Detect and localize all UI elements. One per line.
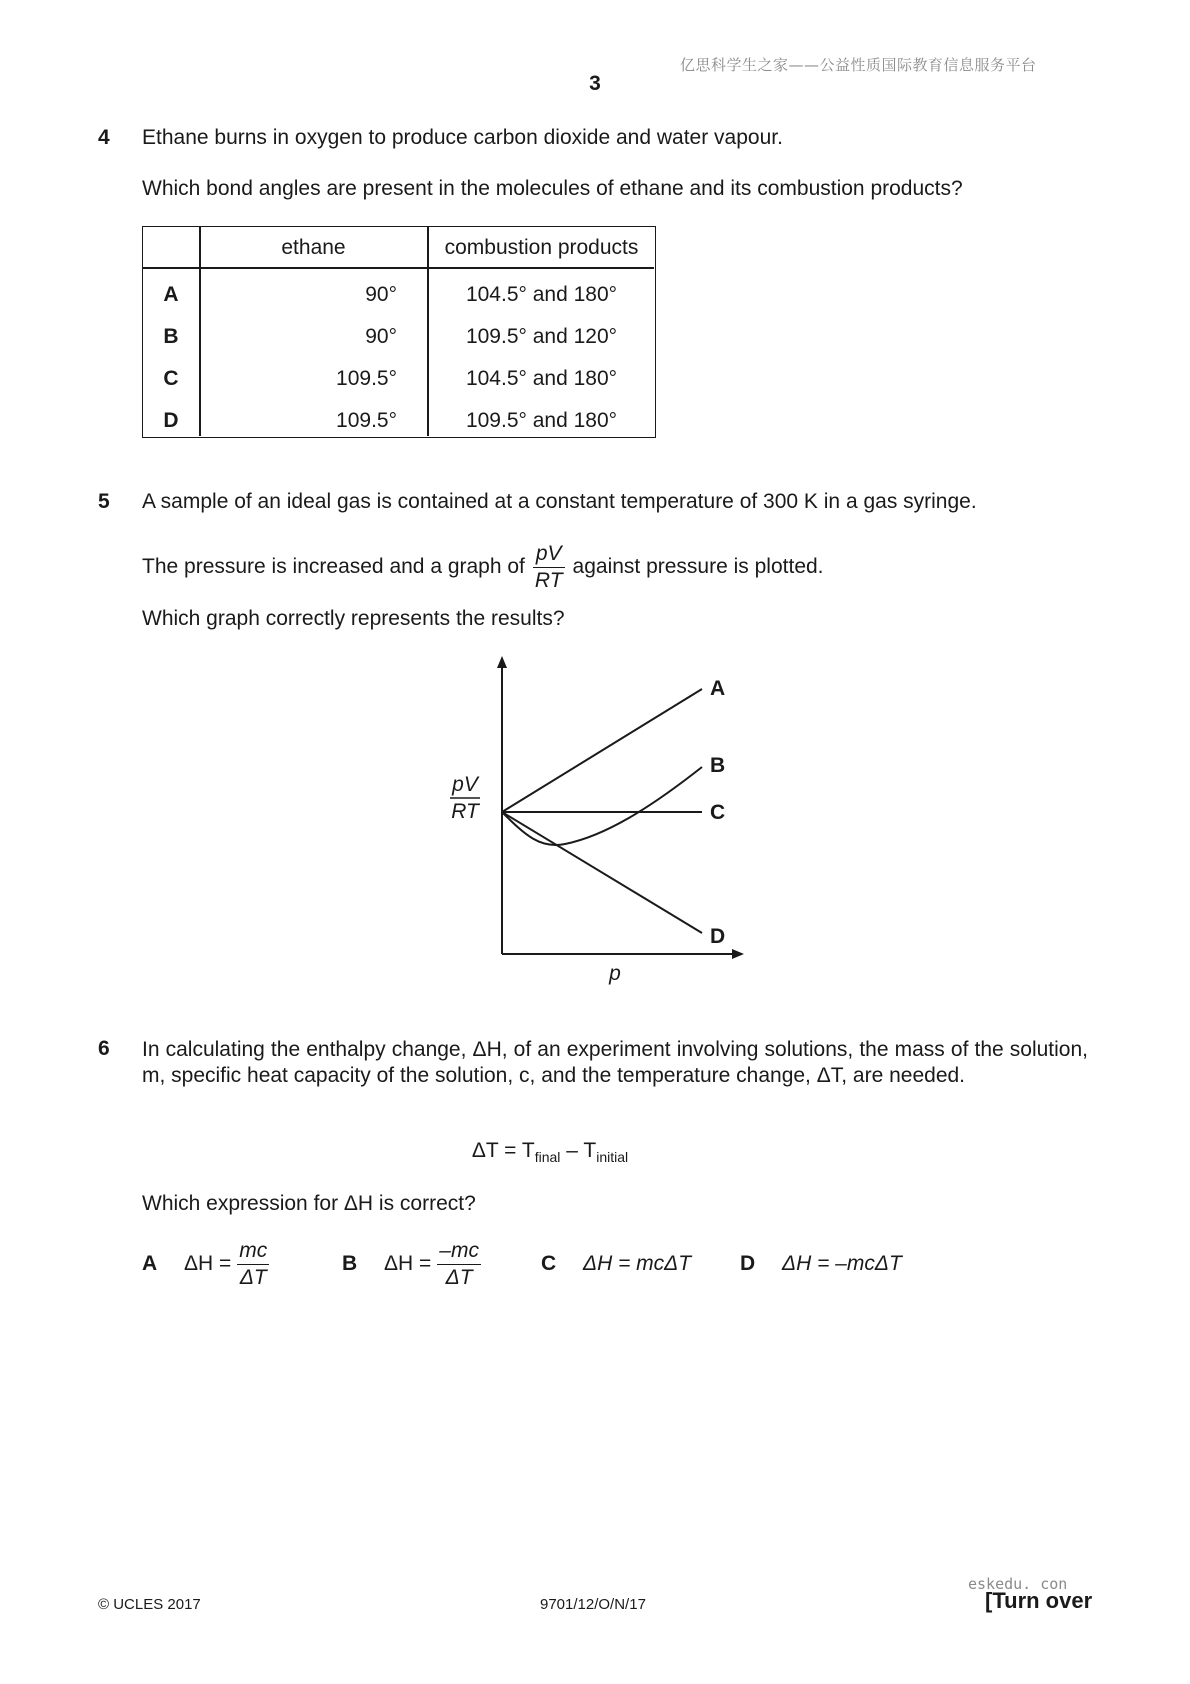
table-cell-ethane: 109.5° [336,367,397,390]
option-b-numerator: –mc [437,1238,481,1265]
table-cell-products: 104.5° and 180° [465,367,618,390]
x-axis-label: p [609,962,621,985]
equation-mid: – T [560,1139,597,1162]
option-d-letter: D [740,1252,756,1275]
copyright: © UCLES 2017 [98,1596,201,1613]
footer-watermark: eskedu. con [968,1575,1068,1593]
turn-over: [Turn over [985,1588,1093,1613]
curve-b [502,767,702,845]
equation-lhs: ΔT = T [471,1139,535,1162]
option-a-fraction [237,1238,269,1291]
option-b-fraction [437,1238,481,1291]
option-a-denominator: ΔT [239,1265,267,1289]
table-row-letter: B [163,325,179,348]
line-b-label: B [710,754,726,777]
fraction-denominator: RT [534,568,563,592]
pv-rt-graph [430,650,760,990]
subscript-initial: initial [596,1149,629,1166]
question-5-number: 5 [98,490,110,513]
table-row-letter: C [163,367,179,390]
option-a-lhs: ΔH = [184,1252,232,1275]
table-cell-ethane: 109.5° [336,409,397,432]
question-5-prompt: Which graph correctly represents the results? [142,607,565,630]
option-a[interactable] [142,1236,269,1292]
table-cell-products: 109.5° and 180° [465,409,618,432]
option-b[interactable] [342,1236,481,1292]
header-watermark: 亿思科学生之家——公益性质国际教育信息服务平台 [680,56,1037,74]
pv-over-rt-fraction [533,541,565,594]
delta-t-equation [0,1139,1100,1165]
q5-text-after: against pressure is plotted. [572,555,824,578]
y-axis-label-denominator: RT [451,800,479,823]
table-cell-ethane: 90° [365,325,397,348]
option-a-letter: A [142,1252,158,1275]
table-cell-products: 109.5° and 120° [465,325,618,348]
line-d-label: D [710,925,726,948]
option-c[interactable] [541,1236,691,1292]
option-a-numerator: mc [237,1238,269,1265]
table-row-letter: D [163,409,179,432]
option-b-lhs: ΔH = [384,1252,432,1275]
subscript-final: final [534,1149,561,1166]
option-c-letter: C [541,1252,557,1275]
line-a-label: A [710,677,726,700]
question-5-text: A sample of an ideal gas is contained at a constant temperature of 300 K in a gas syringe. [142,490,977,513]
option-b-denominator: ΔT [445,1265,473,1289]
question-4-text: Ethane burns in oxygen to produce carbon dioxide and water vapour. [142,126,783,149]
line-d [502,812,702,933]
table-header-ethane: ethane [281,236,346,259]
question-4-number: 4 [98,126,110,149]
question-5-graph-description [142,538,824,596]
table-header-combustion-products: combustion products [444,236,639,259]
question-4-prompt: Which bond angles are present in the molecules of ethane and its combustion products? [142,177,963,200]
table-cell-products: 104.5° and 180° [465,283,618,306]
line-c-label: C [710,801,726,824]
option-d[interactable] [740,1236,902,1292]
fraction-numerator: pV [533,541,565,568]
question-6-prompt: Which expression for ΔH is correct? [142,1192,476,1215]
paper-code: 9701/12/O/N/17 [540,1596,646,1613]
y-axis-label-numerator: pV [452,773,478,796]
page-number: 3 [589,72,601,95]
question-6-number: 6 [98,1037,110,1060]
option-b-letter: B [342,1252,358,1275]
question-6-text: In calculating the enthalpy change, ΔH, of an experiment involving solutions, the mass of the solution, m, specific heat capacity of the solution, c, and the temperature change, ΔT, are needed. [142,1038,1088,1087]
option-d-expression: ΔH = –mcΔT [782,1252,902,1275]
option-c-expression: ΔH = mcΔT [583,1252,692,1275]
q5-text-before: The pressure is increased and a graph of [142,555,525,578]
table-cell-ethane: 90° [365,283,397,306]
table-row-letter: A [163,283,179,306]
bond-angle-table [142,226,656,438]
line-a [502,689,702,812]
